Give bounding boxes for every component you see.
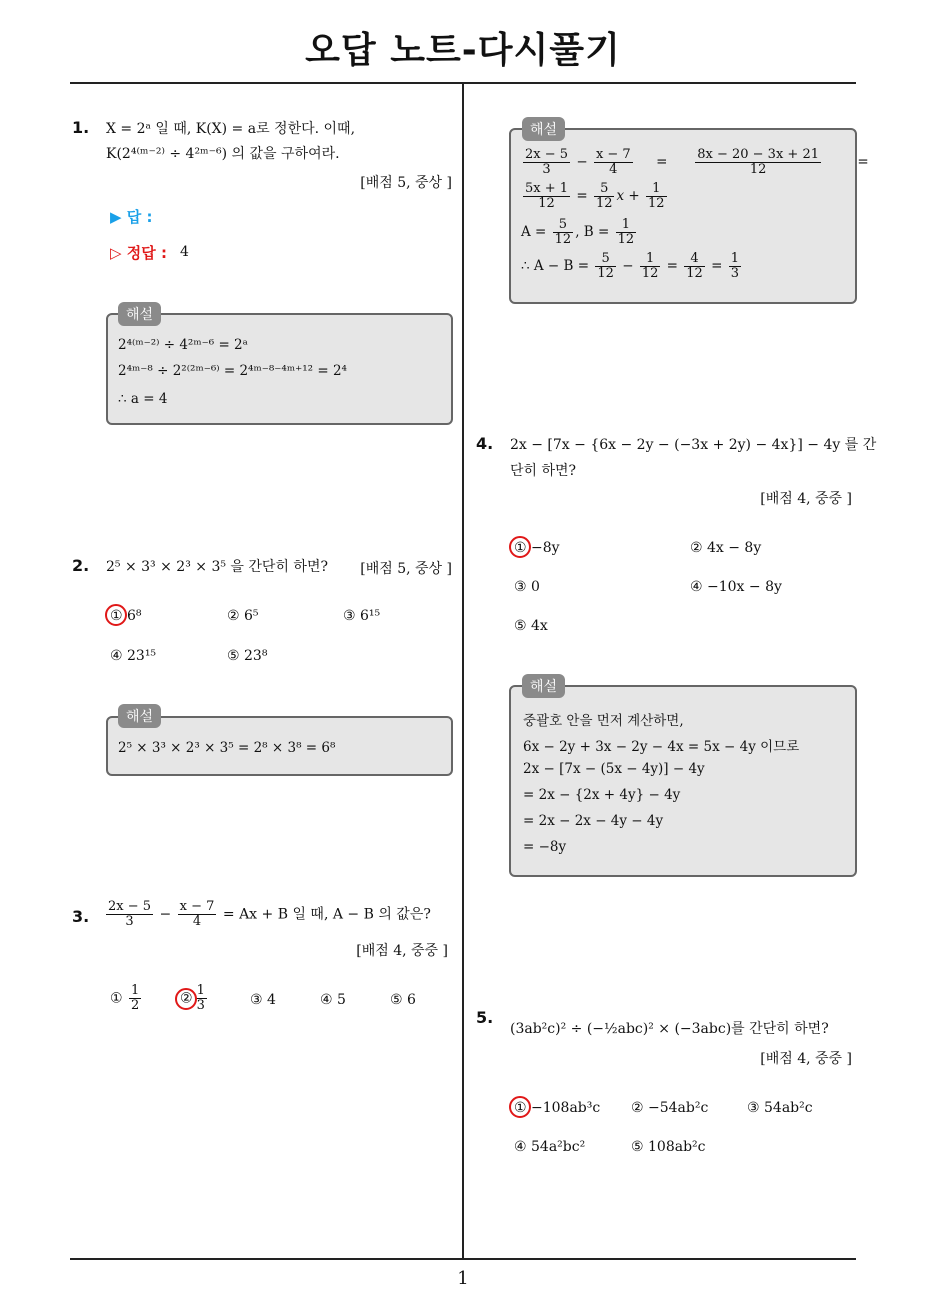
solution-line: = 2x − 2x − 4y − 4y [523, 813, 664, 829]
question-text: 2x − [7x − {6x − 2y − (−3x + 2y) − 4x}] − 4y 를 간 [510, 437, 877, 453]
solution-line: 6x − 2y + 3x − 2y − 4x = 5x − 4y 이므로 [523, 739, 800, 755]
option-4[interactable]: ④ 23¹⁵ [110, 648, 157, 664]
fraction: $\frac{1}{3}$ [196, 983, 205, 1013]
question-number: 2. [72, 556, 90, 575]
solution-line: ∴ A − B = $\frac{5}{12}$ − $\frac{1}{12}$ = $\frac{4}{12}$ = $\frac{1}{3}$ [521, 251, 739, 281]
option-1[interactable]: ① 6⁸ [110, 608, 142, 624]
option-2[interactable]: ② $\frac{1}{3}$ [180, 984, 209, 1013]
question-number: 3. [72, 907, 90, 926]
solution-tag: 해설 [118, 704, 161, 728]
solution-line: $\frac{2x - 5}{3}$ − $\frac{x - 7}{4}$ = $\frac{8x - 20 - 3x + 21}{12}$ = [525, 147, 869, 177]
selected-answer-mark [509, 536, 531, 558]
option-5[interactable]: ⑤ 23⁸ [227, 648, 268, 664]
solution-line: 2⁴ᵐ⁻⁸ ÷ 2²⁽²ᵐ⁻⁶⁾ = 2⁴ᵐ⁻⁸⁻⁴ᵐ⁺¹² = 2⁴ [118, 363, 347, 379]
solution-line: 중괄호 안을 먼저 계산하면, [523, 713, 684, 729]
page-number: 1 [457, 1268, 469, 1289]
bottom-rule [70, 1258, 856, 1260]
score-label: [배점 4, 중중 ] [760, 491, 852, 507]
option-3[interactable]: ③ 6¹⁵ [343, 608, 381, 624]
option-5[interactable]: ⑤ 108ab²c [631, 1139, 706, 1155]
option-3[interactable]: ③ 4 [250, 992, 276, 1008]
score-label: [배점 4, 중중 ] [356, 943, 448, 959]
option-4[interactable]: ④ 54a²bc² [514, 1139, 586, 1155]
fraction: $\frac{x - 7}{4}$ [179, 899, 215, 929]
selected-answer-mark [509, 1096, 531, 1118]
option-1[interactable]: ① $\frac{1}{2}$ [110, 983, 140, 1013]
solution-line: = 2x − {2x + 4y} − 4y [523, 787, 681, 803]
solution-line: 2⁴⁽ᵐ⁻²⁾ ÷ 4²ᵐ⁻⁶ = 2ᵃ [118, 337, 248, 353]
solution-tag: 해설 [522, 674, 565, 698]
solution-box [106, 313, 453, 425]
solution-line: 2x − [7x − (5x − 4y)] − 4y [523, 761, 705, 777]
selected-answer-mark [105, 604, 127, 626]
option-3[interactable]: ③ 54ab²c [747, 1100, 813, 1116]
solution-line: A = $\frac{5}{12}$ , B = $\frac{1}{12}$ [521, 217, 635, 247]
option-3[interactable]: ③ 0 [514, 579, 540, 595]
question-text: K(2⁴⁽ᵐ⁻²⁾ ÷ 4²ᵐ⁻⁶) 의 값을 구하여라. [106, 146, 340, 162]
question-number: 4. [476, 434, 494, 453]
option-5[interactable]: ⑤ 6 [390, 992, 416, 1008]
question-number: 5. [476, 1008, 494, 1027]
question-text: (3ab²c)² ÷ (−½abc)² × (−3abc)를 간단히 하면? [510, 1021, 829, 1037]
option-5[interactable]: ⑤ 4x [514, 618, 548, 634]
option-2[interactable]: ② −54ab²c [631, 1100, 709, 1116]
solution-line: 2⁵ × 3³ × 2³ × 3⁵ = 2⁸ × 3⁸ = 6⁸ [118, 740, 336, 756]
score-label: [배점 4, 중중 ] [760, 1051, 852, 1067]
fraction: $\frac{1}{2}$ [131, 983, 140, 1013]
solution-line: = −8y [523, 839, 567, 855]
option-1[interactable]: ① −8y [514, 540, 560, 556]
question-text: 2⁵ × 3³ × 2³ × 3⁵ 을 간단히 하면? [106, 559, 328, 575]
question-number: 1. [72, 118, 90, 137]
answer-label: ▶ 답 : [110, 208, 153, 226]
solution-tag: 해설 [118, 302, 161, 326]
option-4[interactable]: ④ −10x − 8y [690, 579, 782, 595]
question-text: $\frac{2x - 5}{3}$ − $\frac{x - 7}{4}$ = Ax + B 일 때, A − B 의 값은? [108, 899, 431, 929]
correct-answer-value: 4 [180, 244, 189, 260]
correct-answer-label: ▷ 정답 : [110, 244, 167, 262]
fraction: $\frac{2x - 5}{3}$ [108, 899, 152, 929]
selected-answer-mark [175, 988, 197, 1010]
question-text: 단히 하면? [510, 463, 577, 479]
score-label: [배점 5, 중상 ] [360, 561, 452, 577]
option-2[interactable]: ② 6⁵ [227, 608, 259, 624]
solution-line: $\frac{5x + 1}{12}$ = $\frac{5}{12}$ x + $\frac{1}{12}$ [525, 181, 665, 211]
question-text: X = 2ᵃ 일 때, K(X) = a로 정한다. 이때, [106, 121, 356, 137]
solution-line: ∴ a = 4 [118, 391, 168, 407]
option-4[interactable]: ④ 5 [320, 992, 346, 1008]
solution-box [509, 128, 869, 304]
solution-box [509, 685, 857, 877]
page-title: 오답 노트-다시풀기 [305, 30, 621, 71]
solution-tag: 해설 [522, 117, 565, 141]
column-divider [462, 84, 464, 1259]
option-1[interactable]: ① −108ab³c [514, 1100, 600, 1116]
option-2[interactable]: ② 4x − 8y [690, 540, 762, 556]
score-label: [배점 5, 중상 ] [360, 175, 452, 191]
